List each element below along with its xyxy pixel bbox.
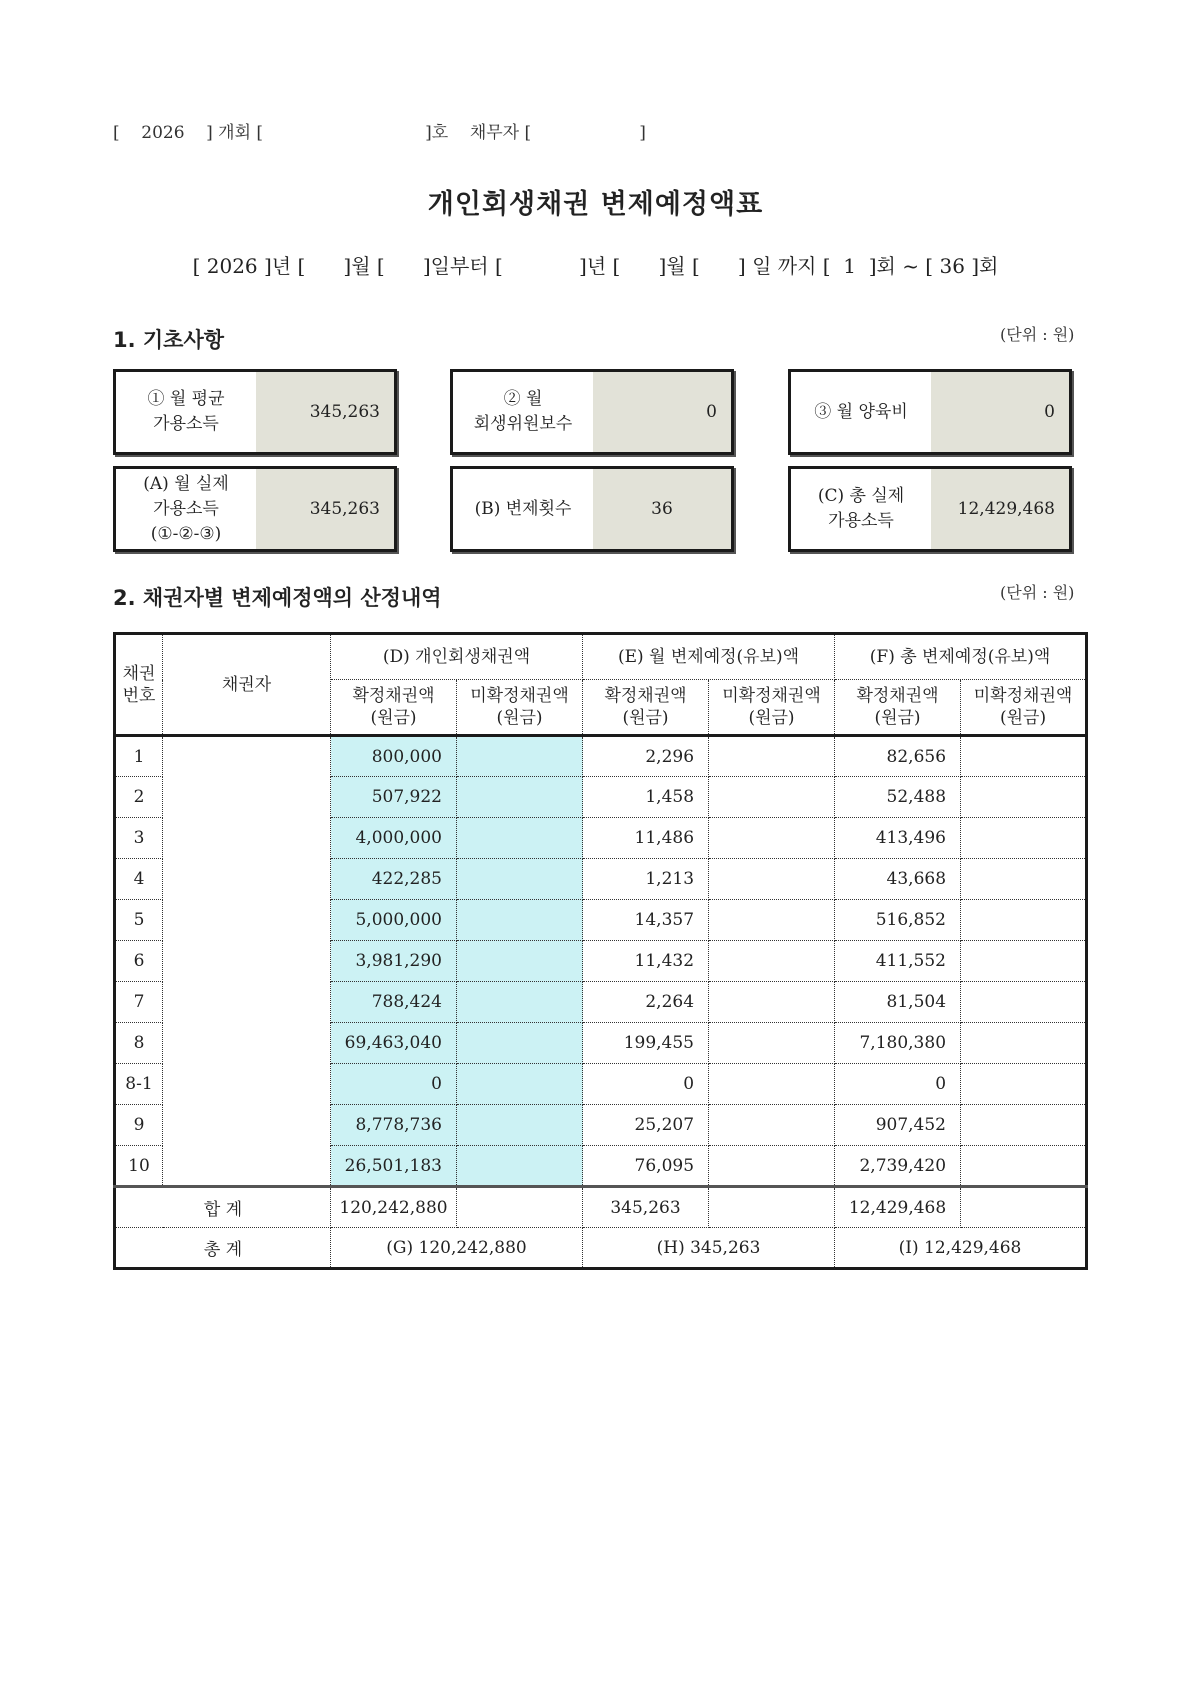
e-unconfirmed <box>709 818 835 859</box>
d-unconfirmed <box>457 859 583 900</box>
d-confirmed: 800,000 <box>331 736 457 777</box>
f-unconfirmed <box>961 736 1087 777</box>
creditor-name <box>163 859 331 900</box>
basic-box-monthly-income <box>113 369 397 455</box>
basic-label: ③ 월 양육비 <box>814 401 908 422</box>
d-unconfirmed <box>457 1023 583 1064</box>
e-confirmed: 2,264 <box>583 982 709 1023</box>
creditor-no: 1 <box>115 736 163 777</box>
total-h: (H) 345,263 <box>583 1228 835 1269</box>
table-row <box>115 859 1087 900</box>
basic-label: (B) 변제횟수 <box>474 498 572 519</box>
d-confirmed: 422,285 <box>331 859 457 900</box>
creditor-no: 4 <box>115 859 163 900</box>
header-creditor: 채권자 <box>163 634 331 736</box>
creditor-name <box>163 1146 331 1187</box>
header-creditor-no: 채권 번호 <box>115 634 163 736</box>
basic-value: 12,429,468 <box>931 469 1069 549</box>
f-confirmed: 52,488 <box>835 777 961 818</box>
e-unconfirmed <box>709 900 835 941</box>
e-unconfirmed <box>709 859 835 900</box>
sum-e: 345,263 <box>583 1187 709 1228</box>
creditor-no: 10 <box>115 1146 163 1187</box>
header-f-confirmed: 확정채권액 (원금) <box>835 680 961 736</box>
creditor-name <box>163 1064 331 1105</box>
f-confirmed: 43,668 <box>835 859 961 900</box>
basic-value: 36 <box>593 469 731 549</box>
d-unconfirmed <box>457 1064 583 1105</box>
basic-label: ② 월 회생위원보수 <box>473 389 573 434</box>
f-confirmed: 411,552 <box>835 941 961 982</box>
basic-label: (C) 총 실제 가용소득 <box>817 486 905 531</box>
section2-unit: (단위 : 원) <box>1000 583 1075 602</box>
d-confirmed: 788,424 <box>331 982 457 1023</box>
creditor-no: 3 <box>115 818 163 859</box>
sum-d: 120,242,880 <box>331 1187 457 1228</box>
basic-value: 0 <box>931 372 1069 452</box>
f-unconfirmed <box>961 859 1087 900</box>
table-row <box>115 982 1087 1023</box>
f-confirmed: 81,504 <box>835 982 961 1023</box>
basic-label: ① 월 평균 가용소득 <box>147 389 225 434</box>
e-unconfirmed <box>709 982 835 1023</box>
total-i: (I) 12,429,468 <box>835 1228 1087 1269</box>
table-row <box>115 900 1087 941</box>
table-row <box>115 1105 1087 1146</box>
f-unconfirmed <box>961 900 1087 941</box>
header-group-e: (E) 월 변제예정(유보)액 <box>583 634 835 680</box>
e-unconfirmed <box>709 777 835 818</box>
f-confirmed: 2,739,420 <box>835 1146 961 1187</box>
section1-title: 1. 기초사항 <box>113 328 225 352</box>
table-body <box>115 736 1087 1187</box>
f-unconfirmed <box>961 777 1087 818</box>
d-unconfirmed <box>457 1146 583 1187</box>
table-row <box>115 818 1087 859</box>
f-unconfirmed <box>961 1146 1087 1187</box>
section2-title: 2. 채권자별 변제예정액의 산정내역 <box>113 586 442 610</box>
d-confirmed: 8,778,736 <box>331 1105 457 1146</box>
creditor-name <box>163 1105 331 1146</box>
creditor-no: 7 <box>115 982 163 1023</box>
creditor-name <box>163 941 331 982</box>
e-confirmed: 2,296 <box>583 736 709 777</box>
e-confirmed: 11,432 <box>583 941 709 982</box>
f-unconfirmed <box>961 818 1087 859</box>
d-confirmed: 5,000,000 <box>331 900 457 941</box>
basic-label: (A) 월 실제 가용소득 (①-②-③) <box>143 473 229 544</box>
repayment-period-line: [ 2026 ]년 [ ]월 [ ]일부터 [ ]년 [ ]월 [ ] 일 까지 [ 1 ]회 ~ [ 36 ]회 <box>192 254 999 278</box>
e-unconfirmed <box>709 1105 835 1146</box>
f-confirmed: 0 <box>835 1064 961 1105</box>
creditor-name <box>163 736 331 777</box>
table-row <box>115 941 1087 982</box>
creditor-no: 8-1 <box>115 1064 163 1105</box>
sum-e-unconfirmed <box>709 1187 835 1228</box>
header-f-unconfirmed: 미확정채권액 (원금) <box>961 680 1087 736</box>
d-confirmed: 4,000,000 <box>331 818 457 859</box>
header-e-unconfirmed: 미확정채권액 (원금) <box>709 680 835 736</box>
sum-f: 12,429,468 <box>835 1187 961 1228</box>
f-unconfirmed <box>961 941 1087 982</box>
creditor-name <box>163 982 331 1023</box>
header-group-d: (D) 개인회생채권액 <box>331 634 583 680</box>
f-unconfirmed <box>961 1064 1087 1105</box>
e-confirmed: 1,213 <box>583 859 709 900</box>
f-confirmed: 413,496 <box>835 818 961 859</box>
d-unconfirmed <box>457 1105 583 1146</box>
sum-d-unconfirmed <box>457 1187 583 1228</box>
f-confirmed: 7,180,380 <box>835 1023 961 1064</box>
e-confirmed: 0 <box>583 1064 709 1105</box>
creditor-no: 9 <box>115 1105 163 1146</box>
d-confirmed: 69,463,040 <box>331 1023 457 1064</box>
header-d-unconfirmed: 미확정채권액 (원금) <box>457 680 583 736</box>
table-row <box>115 1064 1087 1105</box>
f-confirmed: 82,656 <box>835 736 961 777</box>
creditor-no: 2 <box>115 777 163 818</box>
sum-label: 합 계 <box>115 1187 331 1228</box>
header-e-confirmed: 확정채권액 (원금) <box>583 680 709 736</box>
e-unconfirmed <box>709 1064 835 1105</box>
d-unconfirmed <box>457 982 583 1023</box>
basic-value: 345,263 <box>256 372 394 452</box>
f-unconfirmed <box>961 982 1087 1023</box>
header-d-confirmed: 확정채권액 (원금) <box>331 680 457 736</box>
d-confirmed: 0 <box>331 1064 457 1105</box>
repayment-schedule-table <box>113 632 1088 1270</box>
d-confirmed: 3,981,290 <box>331 941 457 982</box>
d-unconfirmed <box>457 900 583 941</box>
e-confirmed: 25,207 <box>583 1105 709 1146</box>
creditor-no: 8 <box>115 1023 163 1064</box>
e-unconfirmed <box>709 736 835 777</box>
f-confirmed: 516,852 <box>835 900 961 941</box>
sum-f-unconfirmed <box>961 1187 1087 1228</box>
creditor-name <box>163 777 331 818</box>
e-confirmed: 11,486 <box>583 818 709 859</box>
e-confirmed: 1,458 <box>583 777 709 818</box>
d-unconfirmed <box>457 777 583 818</box>
f-unconfirmed <box>961 1105 1087 1146</box>
case-header-line: [ 2026 ] 개회 [ ]호 채무자 [ ] <box>113 123 646 143</box>
e-unconfirmed <box>709 1146 835 1187</box>
basic-value: 0 <box>593 372 731 452</box>
basic-box-commissioner-fee <box>450 369 734 455</box>
e-unconfirmed <box>709 941 835 982</box>
e-unconfirmed <box>709 1023 835 1064</box>
basic-value: 345,263 <box>256 469 394 549</box>
table-row <box>115 777 1087 818</box>
f-confirmed: 907,452 <box>835 1105 961 1146</box>
d-unconfirmed <box>457 941 583 982</box>
total-label: 총 계 <box>115 1228 331 1269</box>
creditor-name <box>163 1023 331 1064</box>
d-unconfirmed <box>457 818 583 859</box>
basic-box-child-support <box>788 369 1072 455</box>
basic-box-actual-income <box>113 466 397 552</box>
creditor-no: 6 <box>115 941 163 982</box>
page-title: 개인회생채권 변제예정액표 <box>427 189 764 220</box>
e-confirmed: 14,357 <box>583 900 709 941</box>
table-row <box>115 736 1087 777</box>
d-confirmed: 26,501,183 <box>331 1146 457 1187</box>
table-row <box>115 1146 1087 1187</box>
basic-box-total-income <box>788 466 1072 552</box>
basic-box-repayment-count <box>450 466 734 552</box>
creditor-name <box>163 900 331 941</box>
e-confirmed: 76,095 <box>583 1146 709 1187</box>
header-group-f: (F) 총 변제예정(유보)액 <box>835 634 1087 680</box>
creditor-name <box>163 818 331 859</box>
section1-unit: (단위 : 원) <box>1000 325 1075 344</box>
creditor-no: 5 <box>115 900 163 941</box>
total-row <box>115 1228 1087 1269</box>
table-row <box>115 1023 1087 1064</box>
total-g: (G) 120,242,880 <box>331 1228 583 1269</box>
sum-row <box>115 1187 1087 1228</box>
e-confirmed: 199,455 <box>583 1023 709 1064</box>
f-unconfirmed <box>961 1023 1087 1064</box>
d-confirmed: 507,922 <box>331 777 457 818</box>
d-unconfirmed <box>457 736 583 777</box>
